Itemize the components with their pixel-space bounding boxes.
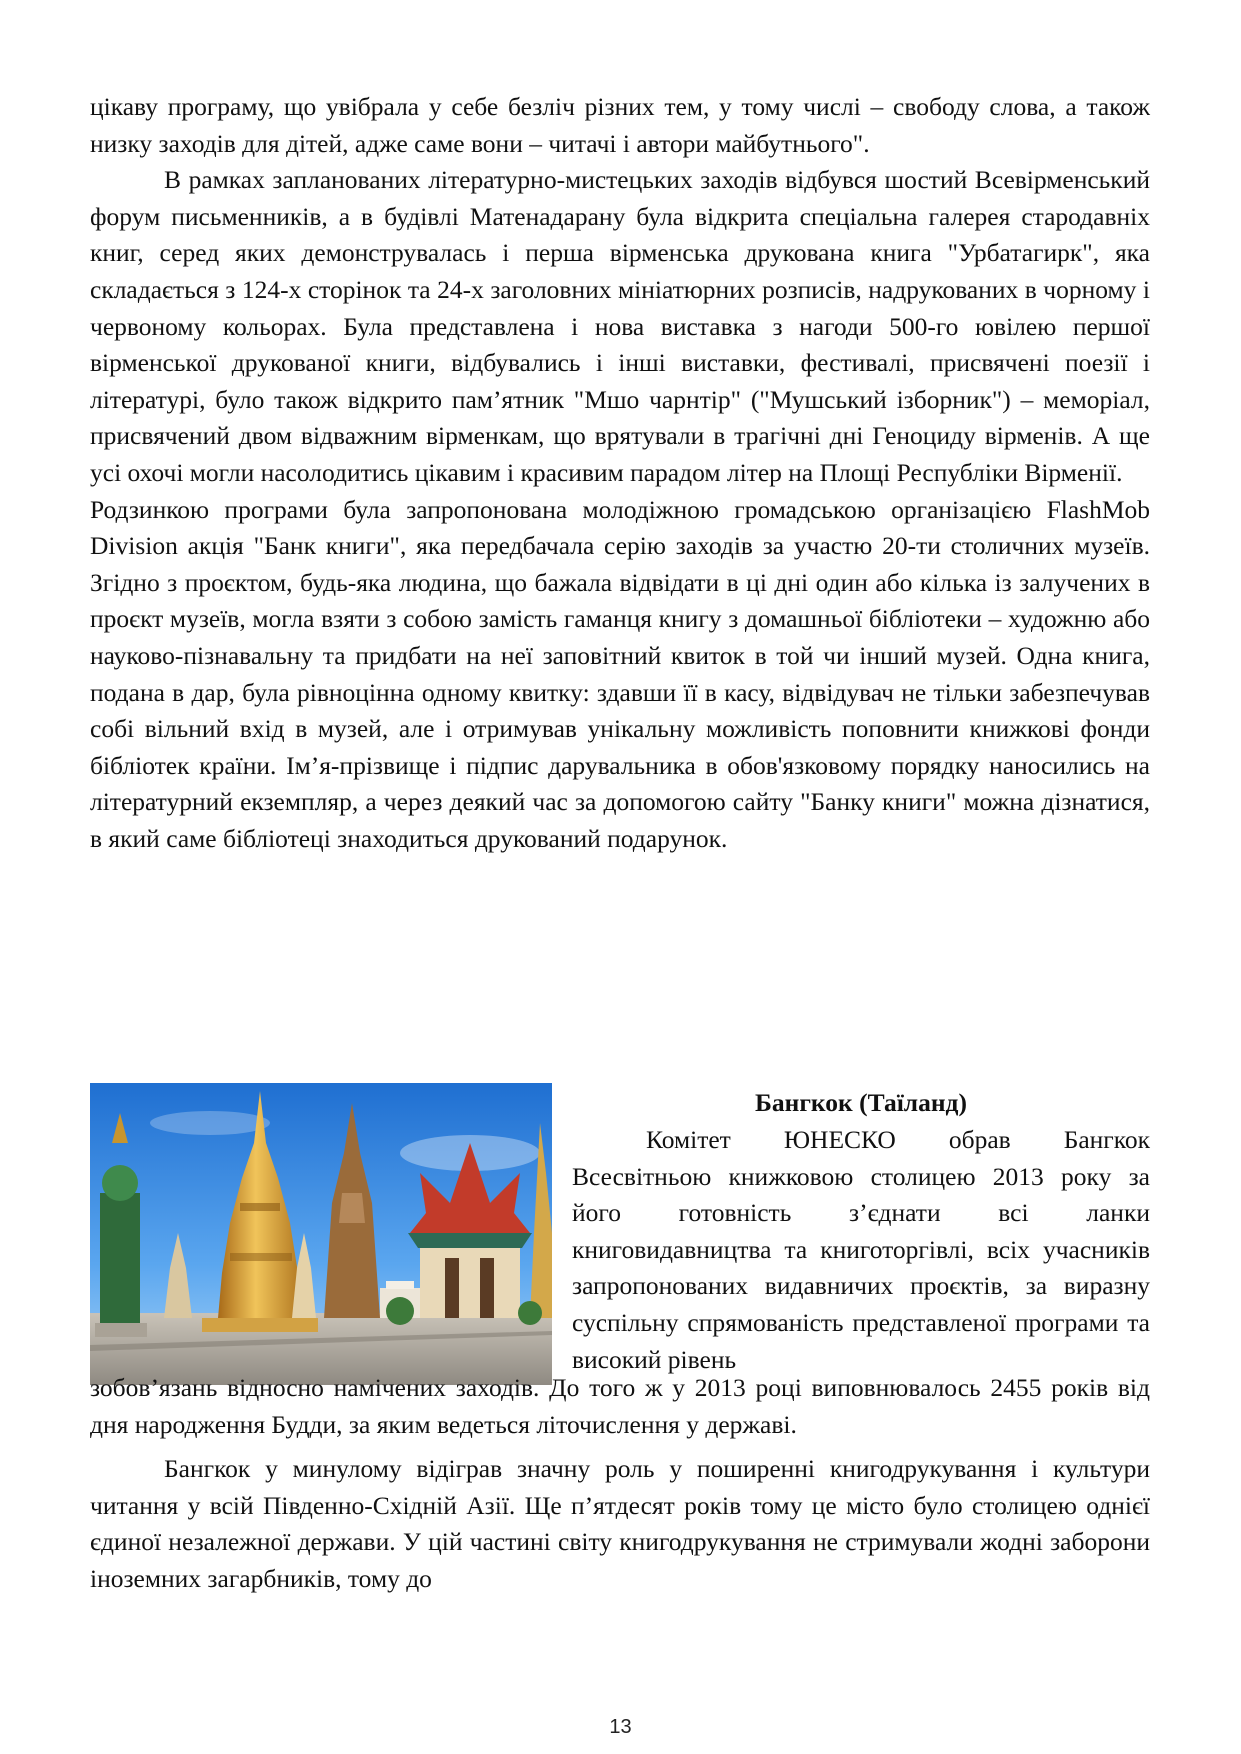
section-heading-bangkok: Бангкок (Таїланд) — [755, 1088, 967, 1117]
text-block-bottom — [90, 1370, 1150, 1598]
paragraph-bank-of-books: Родзинкою програми була запропонована молодіжною громадською організацією FlashMob Division акція "Банк книги", яка передбачала серію заходів за участю 20-ти столичних музеїв. Згідно з проєктом, будь-яка людина, що бажала відвідати в ці дні один або кілька із залучених в проєкт музеїв, могла взяти з собою замість гаманця книгу з домашньої бібліотеки – художню або науково-пізнавальну та придбати на неї заповітний квиток в той чи інший музей. Одна книга, подана в дар, була рівноцінна одному квитку: здавши її в касу, відвідувач не тільки забезпечував собі вільний вхід в музей, але і отримував унікальну можливість поповнити книжкові фонди бібліотек країни. Ім’я-прізвище і підпис дарувальника в обов'язковому порядку наносились на літературний екземпляр, а через деякий час за допомогою сайту "Банку книги" можна дізнатися, в який саме бібліотеці знаходиться друкований подарунок. — [90, 494, 1150, 853]
page-number: 13 — [609, 1716, 632, 1738]
paragraph-bangkok-continued: зобов’язань відносно намічених заходів. До того ж у 2013 році виповнювалось 2455 років від дня народження Будди, за яким ведеться літочислення у державі. — [90, 1373, 1150, 1439]
paragraph-intro: цікаву програму, що увібрала у себе безліч різних тем, у тому числі – свободу слова, а також низку заходів для дітей, адже саме вони – читачі і автори майбутнього". — [90, 92, 1150, 158]
paragraph-forum: В рамках запланованих літературно-мистецьких заходів відбувся шостий Всевірменський форум письменників, а в будівлі Матенадарану була відкрита спеціальна галерея стародавніх книг, серед яких демонструвалась і перша вірменська друкована книга "Урбатагирк", яка складається з 124-х сторінок та 24-х заголовних мініатюрних розписів, надрукованих в чорному і червоному кольорах. Була представлена і нова виставка з нагоди 500-го ювілею першої вірменської друкованої книги, відбувались і інші виставки, фестивалі, присвячені поезії і літературі, було також відкрито пам’ятник "Мшо чарнтір" ("Мушський ізборник") – меморіал, присвячений двом відважним вірменкам, що врятували в трагічні дні Геноциду вірменів. А ще усі охочі могли насолодитись цікавим і красивим парадом літер на Площі Республіки Вірменії. — [90, 165, 1150, 487]
paragraph-bangkok-history: Бангкок у минулому відіграв значну роль у поширенні книгодрукування і культури читання у всій Південно-Східній Азії. Ще п’ятдесят років тому це місто було столицею однієї єдиної незалежної держави. У цій частині світу книгодрукування не стримували жодні заборони іноземних загарбників, тому до — [90, 1454, 1150, 1593]
text-block-top — [90, 89, 1150, 857]
paragraph-bangkok-unesco: Комітет ЮНЕСКО обрав Бангкок Всесвітньою книжковою столицею 2013 року за його готовність з’єднати всі ланки книговидавництва та книготоргівлі, всіх учасників запропонованих видавничих проєктів, за виразну суспільну спрямованість представленої програми та високий рівень — [572, 1125, 1150, 1374]
bangkok-temple-photo — [90, 1083, 552, 1385]
